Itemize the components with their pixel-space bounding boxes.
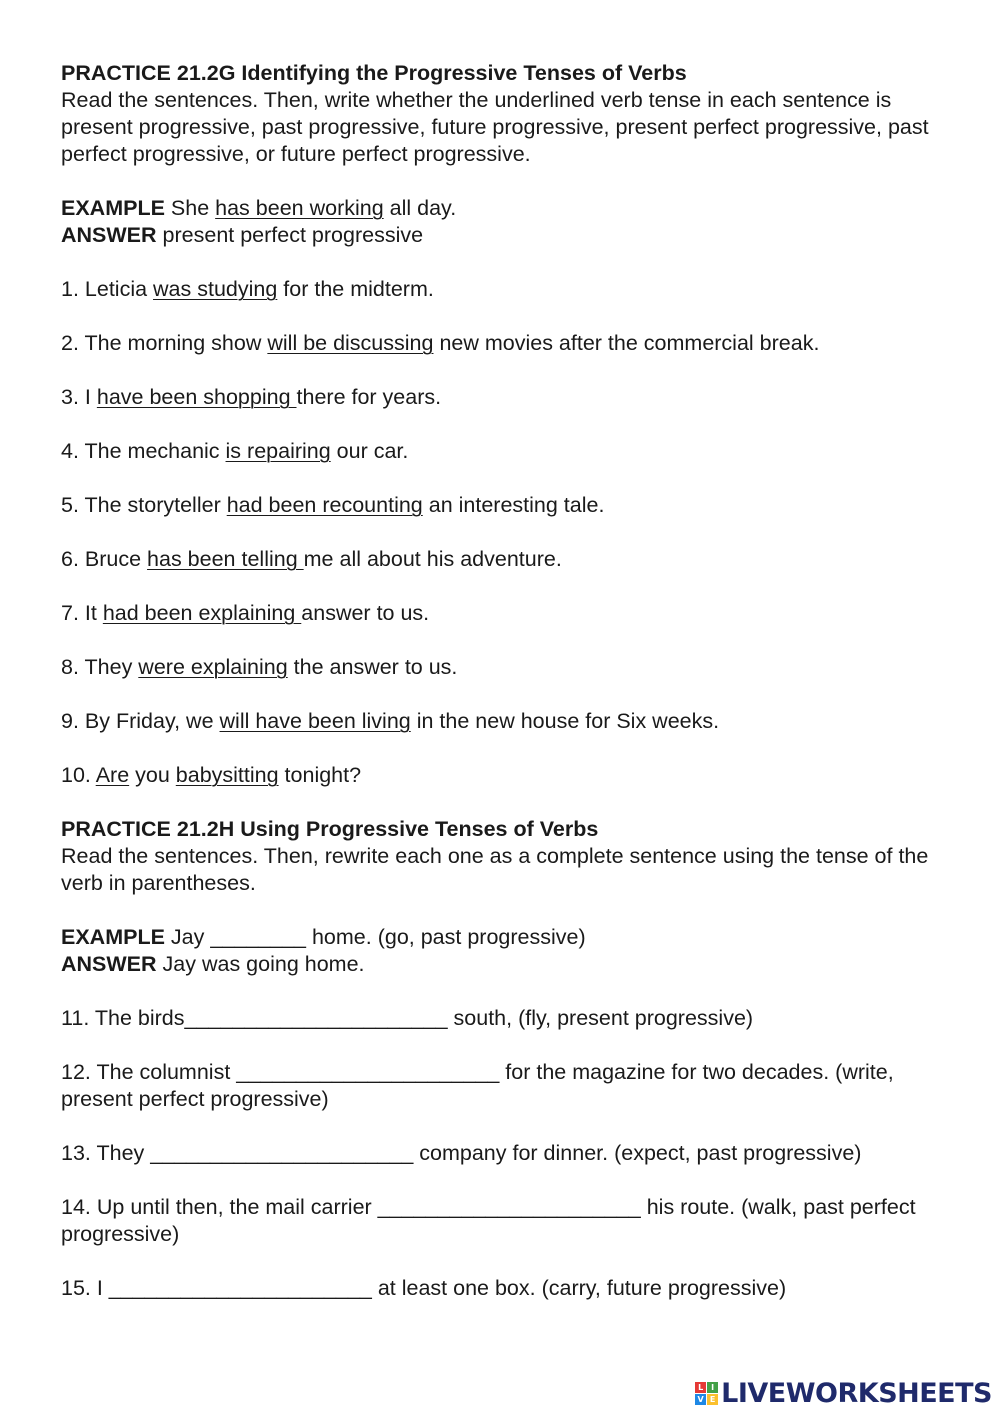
q-text-end: me all about his adventure. <box>303 547 562 571</box>
example-verb: has been working <box>215 196 384 220</box>
underlined-verb: were explaining <box>138 655 288 679</box>
section-2-example <box>61 924 961 951</box>
q-text-end: the answer to us. <box>287 655 458 679</box>
question-14[interactable]: 14. Up until then, the mail carrier ______________________ his route. (walk, past perfect progressive) <box>61 1195 916 1246</box>
q-text: 3. I <box>61 385 97 409</box>
q-text-end: for the midterm. <box>277 277 434 301</box>
underlined-verb: will have been living <box>219 709 411 733</box>
q-text-end: new movies after the commercial break. <box>433 331 820 355</box>
underlined-verb: Are <box>95 763 130 787</box>
section-1-answer <box>61 222 961 249</box>
q-text: 1. Leticia <box>61 277 154 301</box>
question-10 <box>61 762 961 789</box>
question-4 <box>61 438 961 465</box>
worksheet <box>61 60 961 1329</box>
question-15[interactable]: 15. I ______________________ at least one box. (carry, future progressive) <box>61 1276 787 1300</box>
question-3 <box>61 384 961 411</box>
q-text: 6. Bruce <box>61 547 148 571</box>
logo-mark-letter: E <box>707 1394 718 1405</box>
answer-label: ANSWER <box>61 952 157 976</box>
question-6 <box>61 546 961 573</box>
underlined-verb: have been shopping <box>96 385 297 409</box>
liveworksheets-mark-icon <box>695 1382 718 1405</box>
underlined-verb: had been explaining <box>102 601 302 625</box>
q-text-end: answer to us. <box>301 601 430 625</box>
example-label: EXAMPLE <box>61 925 165 949</box>
q-text-end: in the new house for Six weeks. <box>410 709 720 733</box>
answer-label: ANSWER <box>61 223 157 247</box>
q-text-end: our car. <box>330 439 409 463</box>
example-label: EXAMPLE <box>61 196 165 220</box>
underlined-verb: was studying <box>153 277 278 301</box>
question-8 <box>61 654 961 681</box>
section-1-instructions: Read the sentences. Then, write whether the underlined verb tense in each sentence is present progressive, past progressive, future progressive, present perfect progressive, past perfect progressive, or future perfect progressive. <box>61 88 929 166</box>
answer-text: present perfect progressive <box>156 223 424 247</box>
example-text: Jay ________ home. (go, past progressive) <box>164 925 586 949</box>
q-text: 5. The storyteller <box>61 493 227 517</box>
section-2-title: PRACTICE 21.2H Using Progressive Tenses of Verbs <box>61 817 599 841</box>
question-11[interactable]: 11. The birds______________________ south, (fly, present progressive) <box>61 1006 754 1030</box>
question-9 <box>61 708 961 735</box>
underlined-verb: babysitting <box>175 763 279 787</box>
question-13[interactable]: 13. They ______________________ company for dinner. (expect, past progressive) <box>61 1141 862 1165</box>
q-text-end: tonight? <box>278 763 362 787</box>
q-text: 8. They <box>61 655 139 679</box>
q-number: 10. <box>61 763 96 787</box>
logo-mark-letter: I <box>707 1382 718 1393</box>
logo-mark-letter: V <box>695 1394 706 1405</box>
question-12[interactable]: 12. The columnist ______________________ for the magazine for two decades. (write, present perfect progressive) <box>61 1060 894 1111</box>
example-text-end: all day. <box>383 196 457 220</box>
underlined-verb: will be discussing <box>267 331 434 355</box>
logo-text: LIVEWORKSHEETS <box>721 1377 992 1409</box>
question-7 <box>61 600 961 627</box>
q-text: 2. The morning show <box>61 331 268 355</box>
q-text: 9. By Friday, we <box>61 709 220 733</box>
answer-text: Jay was going home. <box>156 952 365 976</box>
liveworksheets-logo <box>695 1376 992 1410</box>
q-text: you <box>129 763 176 787</box>
section-2-answer <box>61 951 961 978</box>
section-1-example <box>61 195 961 222</box>
q-text-end: an interesting tale. <box>422 493 605 517</box>
section-2-instructions: Read the sentences. Then, rewrite each one as a complete sentence using the tense of the verb in parentheses. <box>61 844 929 895</box>
section-1-title: PRACTICE 21.2G Identifying the Progressive Tenses of Verbs <box>61 61 687 85</box>
q-text-end: there for years. <box>296 385 442 409</box>
underlined-verb: has been telling <box>147 547 304 571</box>
logo-mark-letter: L <box>695 1382 706 1393</box>
example-text: She <box>164 196 216 220</box>
underlined-verb: had been recounting <box>226 493 423 517</box>
question-2 <box>61 330 961 357</box>
underlined-verb: is repairing <box>225 439 331 463</box>
question-1 <box>61 276 961 303</box>
q-text: 7. It <box>61 601 103 625</box>
question-5 <box>61 492 961 519</box>
q-text: 4. The mechanic <box>61 439 226 463</box>
